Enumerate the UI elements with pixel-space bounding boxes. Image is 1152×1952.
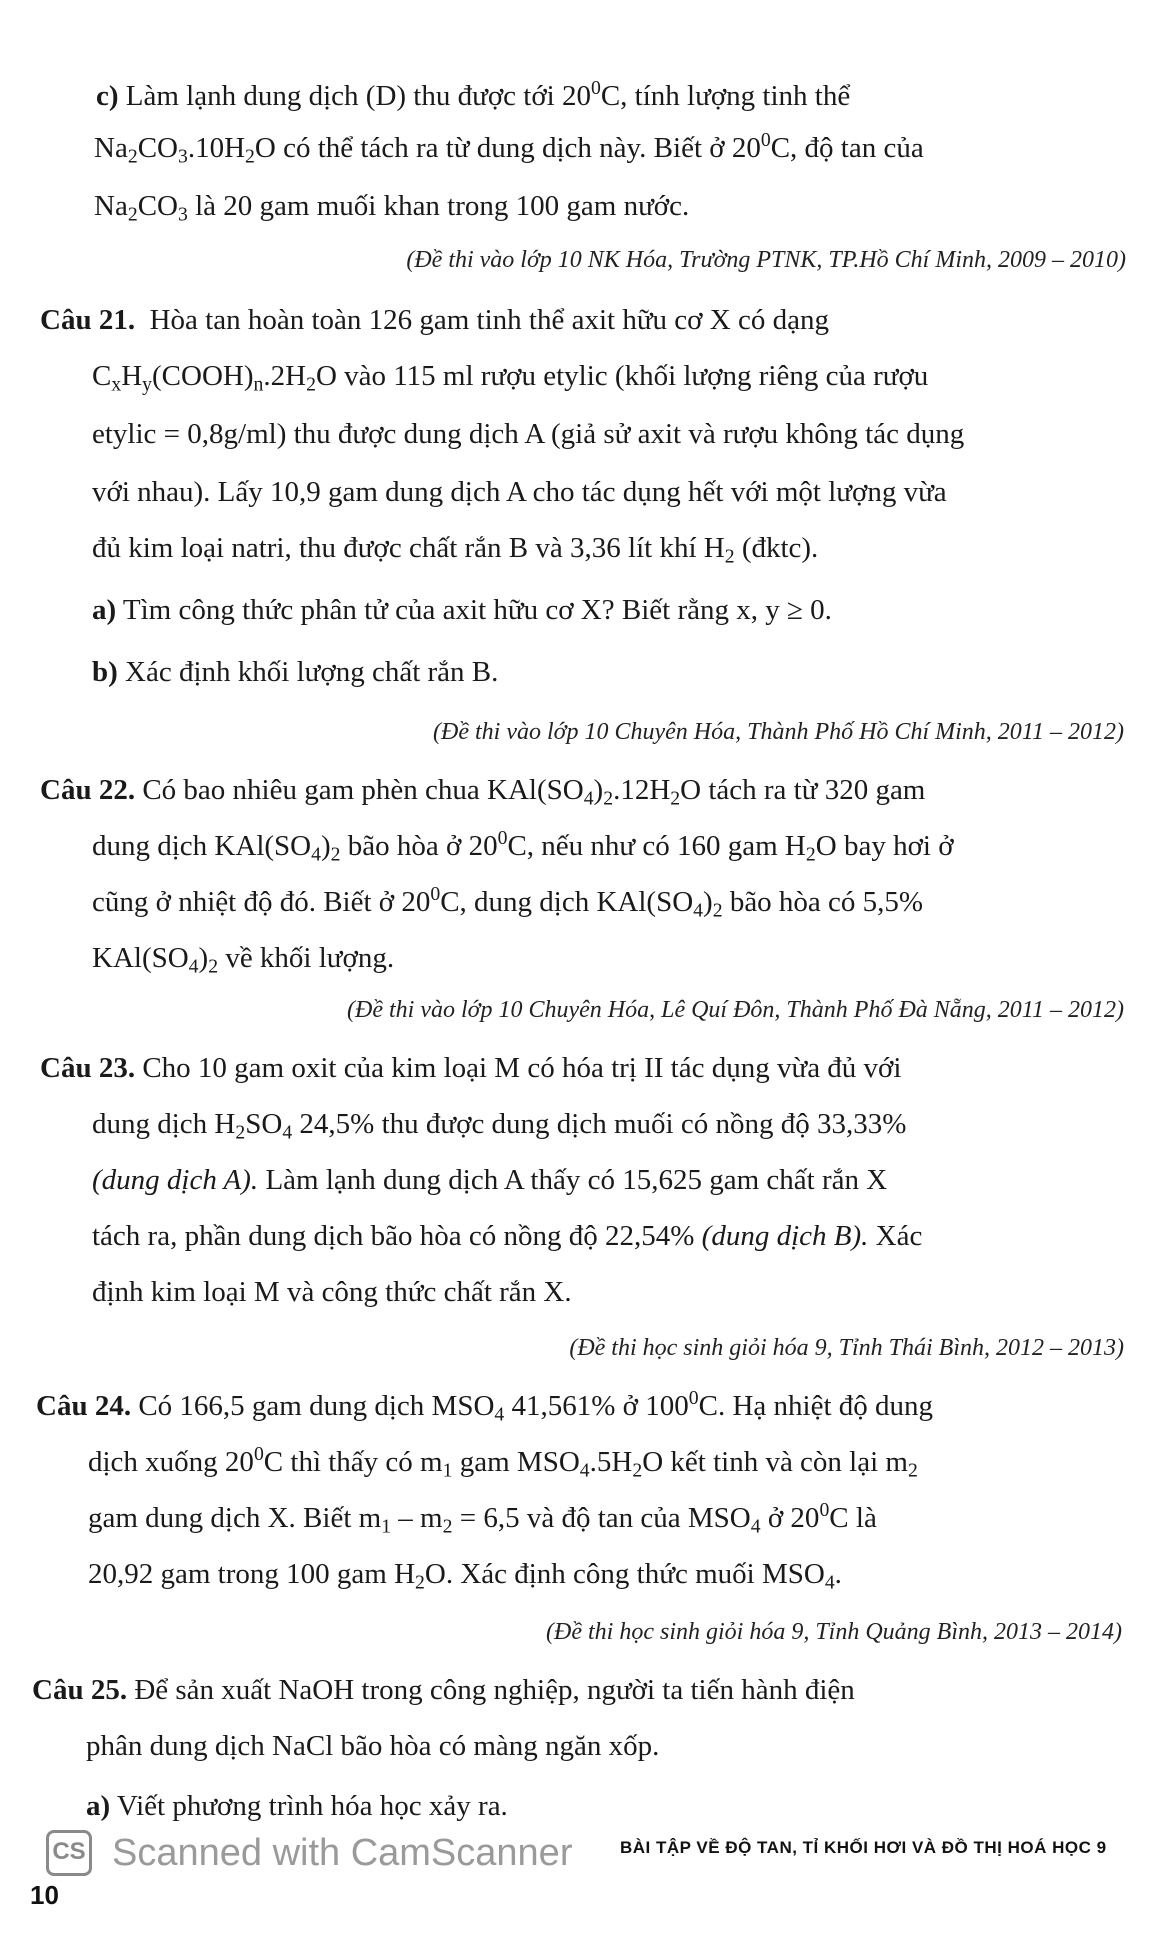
cau23-line-2: dung dịch $H_2SO_4$ 24,5% thu được dung dịch muối có nồng độ 33,33% <box>92 1108 907 1144</box>
cau22-line-3: cũng ở nhiệt độ đó. Biết ở $20^0C$, dung dịch $KAl(SO_4)_2$ bão hòa có 5,5% <box>92 883 924 922</box>
cau21-part-b: b) Xác định khối lượng chất rắn B. <box>92 656 499 688</box>
cau21-line-1: Câu 21. Hòa tan hoàn toàn 126 gam tinh thể axit hữu cơ X có dạng <box>40 304 829 336</box>
scanner-watermark: Scanned with CamScanner <box>112 1832 573 1874</box>
cau25-line-2: phân dung dịch NaCl bão hòa có màng ngăn xốp. <box>86 1730 660 1762</box>
cau23-line-3: (dung dịch A). Làm lạnh dung dịch A thấy có 15,625 gam chất rắn X <box>92 1164 888 1196</box>
cau21-source: (Đề thi vào lớp 10 Chuyên Hóa, Thành Phố Hồ Chí Minh, 2011 – 2012) <box>433 719 1124 745</box>
cau23-line-4: tách ra, phần dung dịch bão hòa có nồng độ 22,54% (dung dịch B). Xác <box>92 1220 923 1252</box>
cau21-label: Câu 21. <box>40 304 136 336</box>
part-c-source: (Đề thi vào lớp 10 NK Hóa, Trường PTNK, TP.Hồ Chí Minh, 2009 – 2010) <box>406 247 1126 273</box>
cau22-line-4: $KAl(SO_4)_2$ về khối lượng. <box>92 942 395 978</box>
cau21-part-a: a) Tìm công thức phân tử của axit hữu cơ X? Biết rằng x, y ≥ 0. <box>92 594 832 626</box>
cau21-line-2: $C_xH_y(COOH)_n.2H_2O$ vào 115 ml rượu etylic (khối lượng riêng của rượu <box>92 360 929 396</box>
part-c-label: c) <box>96 80 119 112</box>
cau24-line-3: gam dung dịch X. Biết $m_1 - m_2 = 6,5$ và độ tan của $MSO_4$ ở $20^0C$ là <box>88 1499 877 1538</box>
cau21-line-5: đủ kim loại natri, thu được chất rắn B và 3,36 lít khí $H_2$ (đktc). <box>92 532 819 568</box>
cau22-line-1: Câu 22. Có bao nhiêu gam phèn chua $KAl(SO_4)_2.12H_2O$ tách ra từ 320 gam <box>40 774 926 810</box>
part-c-line-3: $Na_2CO_3$ là 20 gam muối khan trong 100 gam nước. <box>94 190 690 226</box>
camscanner-logo: CS <box>46 1830 92 1876</box>
cau24-source: (Đề thi học sinh giỏi hóa 9, Tỉnh Quảng Bình, 2013 – 2014) <box>546 1619 1122 1645</box>
cau24-line-4: 20,92 gam trong 100 gam $H_2O$. Xác định công thức muối $MSO_4$. <box>88 1558 842 1594</box>
cau24-line-1: Câu 24. Có 166,5 gam dung dịch $MSO_4$ 41,561% ở $100^0C$. Hạ nhiệt độ dung <box>36 1387 934 1426</box>
cau23-line-1: Câu 23. Cho 10 gam oxit của kim loại M có hóa trị II tác dụng vừa đủ với <box>40 1052 902 1084</box>
cau23-label: Câu 23. <box>40 1052 136 1084</box>
cau25-label: Câu 25. <box>32 1674 128 1706</box>
cau25-line-1: Câu 25. Để sản xuất NaOH trong công nghiệp, người ta tiến hành điện <box>32 1674 855 1706</box>
cau23-line-5: định kim loại M và công thức chất rắn X. <box>92 1276 572 1308</box>
book-title: BÀI TẬP VỀ ĐỘ TAN, TỈ KHỐI HƠI VÀ ĐỒ THỊ HOÁ HỌC 9 <box>620 1838 1107 1857</box>
cau23-source: (Đề thi học sinh giỏi hóa 9, Tỉnh Thái Bình, 2012 – 2013) <box>569 1335 1124 1361</box>
part-c-line-1: c) Làm lạnh dung dịch (D) thu được tới $20^0C$, tính lượng tinh thể <box>96 77 851 112</box>
cau21-line-4: với nhau). Lấy 10,9 gam dung dịch A cho tác dụng hết với một lượng vừa <box>92 476 947 508</box>
cau24-label: Câu 24. <box>36 1390 132 1422</box>
page-number: 10 <box>30 1880 59 1910</box>
cau22-source: (Đề thi vào lớp 10 Chuyên Hóa, Lê Quí Đôn, Thành Phố Đà Nẵng, 2011 – 2012) <box>347 997 1124 1023</box>
cau24-line-2: dịch xuống $20^0C$ thì thấy có $m_1$ gam $MSO_4.5H_2O$ kết tinh và còn lại $m_2$ <box>88 1443 918 1482</box>
part-c-line-2: $Na_2CO_3.10H_2O$ có thể tách ra từ dung dịch này. Biết ở $20^0C$, độ tan của <box>94 129 924 168</box>
cau22-line-2: dung dịch $KAl(SO_4)_2$ bão hòa ở $20^0C$, nếu như có 160 gam $H_2O$ bay hơi ở <box>92 827 954 866</box>
cau21-line-3: etylic = 0,8g/ml) thu được dung dịch A (giả sử axit và rượu không tác dụng <box>92 418 965 450</box>
cau22-label: Câu 22. <box>40 774 136 806</box>
cau25-part-a: a) Viết phương trình hóa học xảy ra. <box>86 1790 508 1822</box>
